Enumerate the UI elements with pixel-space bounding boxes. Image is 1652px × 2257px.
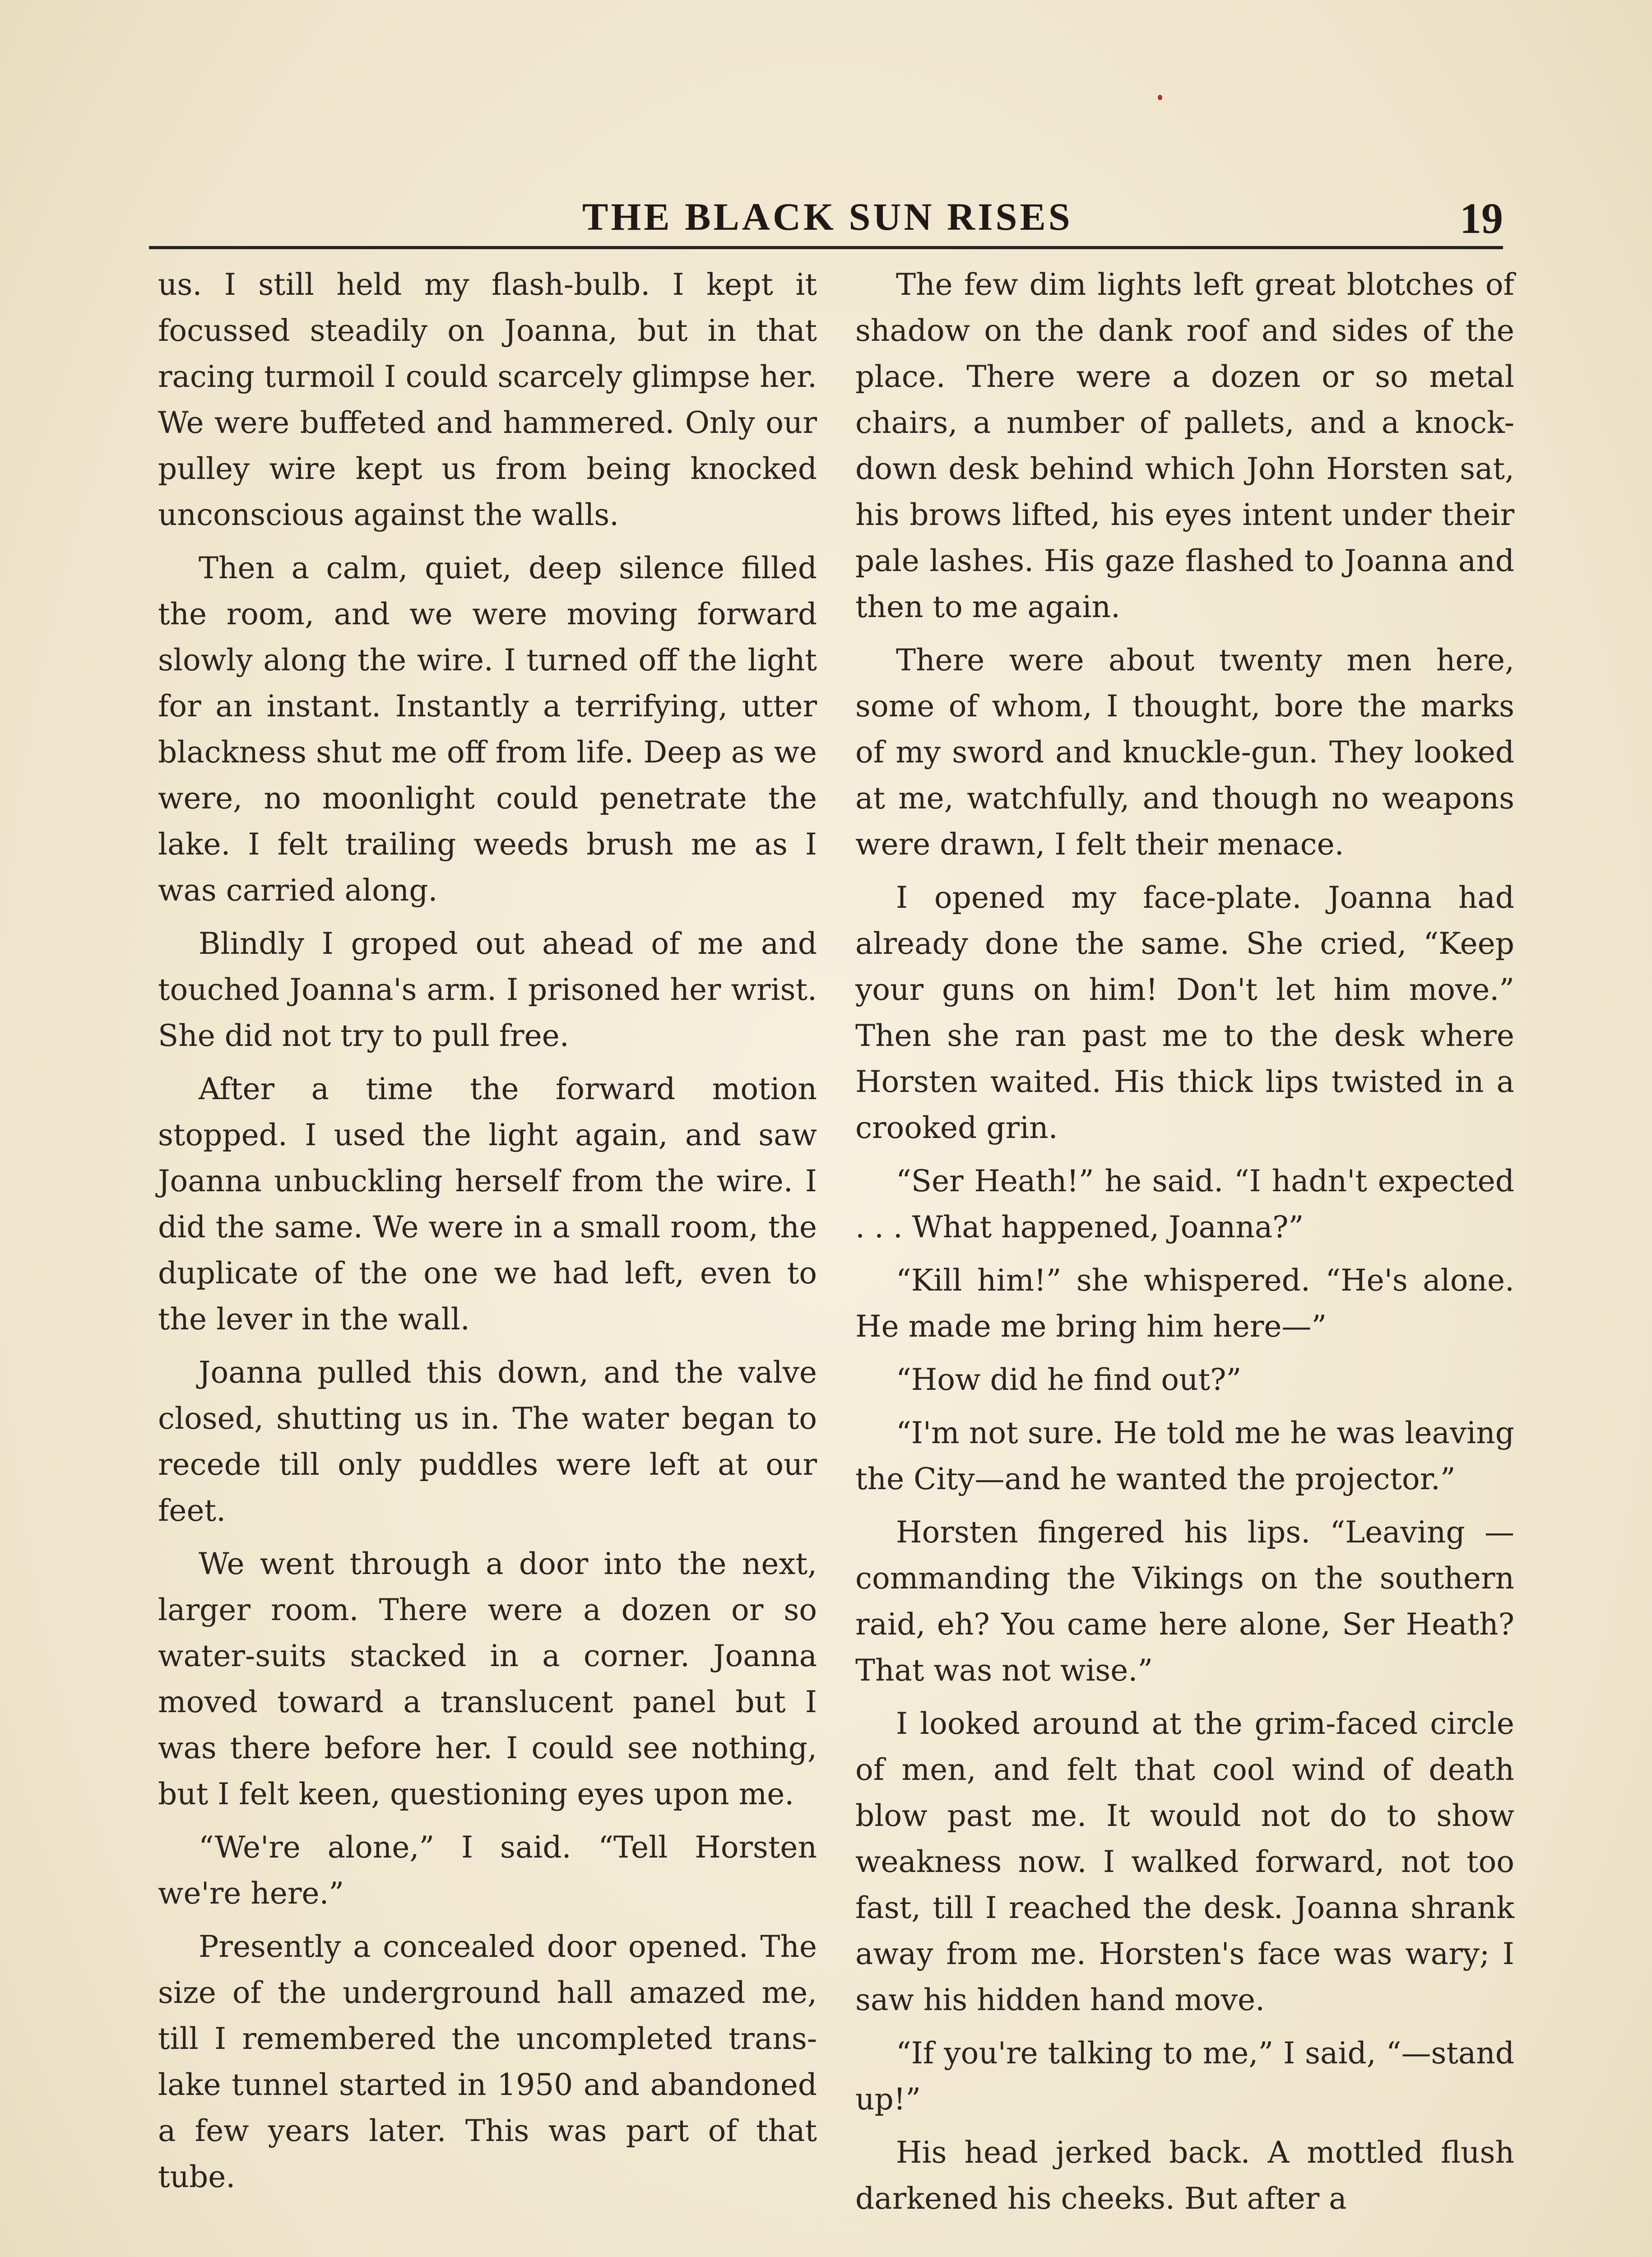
page-header: [149, 190, 1503, 248]
paragraph: There were about twenty men here, some of whom, I thought, bore the marks of my sword and knuckle-gun. They looked at me, watchfully, and though no weapons were drawn, I felt their menace.: [855, 643, 1514, 862]
paragraph: Horsten fingered his lips. “Leaving — commanding the Vikings on the southern raid, eh? You came here alone, Ser Heath? That was not wise.”: [855, 1515, 1514, 1688]
paragraph: His head jerked back. A mottled flush darkened his cheeks. But after a: [855, 2135, 1514, 2216]
paragraph: Joanna pulled this down, and the valve closed, shutting us in. The water began to recede till only puddles were left at our feet.: [158, 1355, 817, 1528]
paragraph: “How did he find out?”: [896, 1362, 1242, 1397]
paragraph: The few dim lights left great blotches of shadow on the dank roof and sides of the place. There were a dozen or so metal chairs, a number of pallets, and a knock-down desk behind which John Horsten sat, his brows lifted, his eyes intent under their pale lashes. His gaze flashed to Joanna and then to me again.: [855, 267, 1514, 624]
paragraph: “Kill him!” she whispered. “He's alone. He made me bring him here—”: [855, 1263, 1514, 1344]
paragraph: Then a calm, quiet, deep silence filled the room, and we were moving forward slowly along the wire. I turned off the light for an instant. Instantly a terrifying, utter blackness shut me off from life. Deep as we were, no moonlight could penetrate the lake. I felt trailing weeds brush me as I was carried along.: [158, 551, 817, 908]
paragraph: “I'm not sure. He told me he was leaving the City—and he wanted the projector.”: [855, 1416, 1514, 1496]
paragraph: I looked around at the grim-faced circle of men, and felt that cool wind of death blow past me. It would not do to show weakness now. I walked forward, not too fast, till I reached the desk. Joanna shrank away from me. Horsten's face was wary; I saw his hidden hand move.: [855, 1706, 1514, 2017]
header-rule: [149, 246, 1503, 249]
left-column: [158, 262, 817, 2207]
paragraph: We went through a door into the next, larger room. There were a dozen or so water-suits stacked in a corner. Joanna moved toward a translucent panel but I was there before her. I could see nothing, but I felt keen, questioning eyes upon me.: [158, 1546, 817, 1811]
paragraph: “We're alone,” I said. “Tell Horsten we're here.”: [158, 1830, 817, 1911]
right-column: [855, 262, 1514, 2229]
paragraph: us. I still held my flash-bulb. I kept it focussed steadily on Joanna, but in that racing turmoil I could scarcely glimpse her. We were buffeted and hammered. Only our pulley wire kept us from being knocked unconscious against the walls.: [158, 267, 817, 532]
paragraph: Blindly I groped out ahead of me and touched Joanna's arm. I prisoned her wrist. She did not try to pull free.: [158, 926, 817, 1053]
paragraph: Presently a concealed door opened. The size of the underground hall amazed me, till I remembered the uncompleted trans-lake tunnel started in 1950 and abandoned a few years later. This was part of that tube.: [158, 1929, 817, 2194]
page-number: 19: [1460, 194, 1503, 242]
paragraph: “Ser Heath!” he said. “I hadn't expected . . . What happened, Joanna?”: [855, 1164, 1514, 1245]
paragraph: “If you're talking to me,” I said, “—stand up!”: [855, 2036, 1514, 2117]
paragraph: After a time the forward motion stopped. I used the light again, and saw Joanna unbuckling herself from the wire. I did the same. We were in a small room, the duplicate of the one we had left, even to the lever in the wall.: [158, 1072, 817, 1337]
paragraph: I opened my face-plate. Joanna had already done the same. She cried, “Keep your guns on him! Don't let him move.” Then she ran past me to the desk where Horsten waited. His thick lips twisted in a crooked grin.: [855, 880, 1514, 1145]
running-title: THE BLACK SUN RISES: [582, 195, 1073, 238]
ink-speck: [1158, 95, 1162, 100]
